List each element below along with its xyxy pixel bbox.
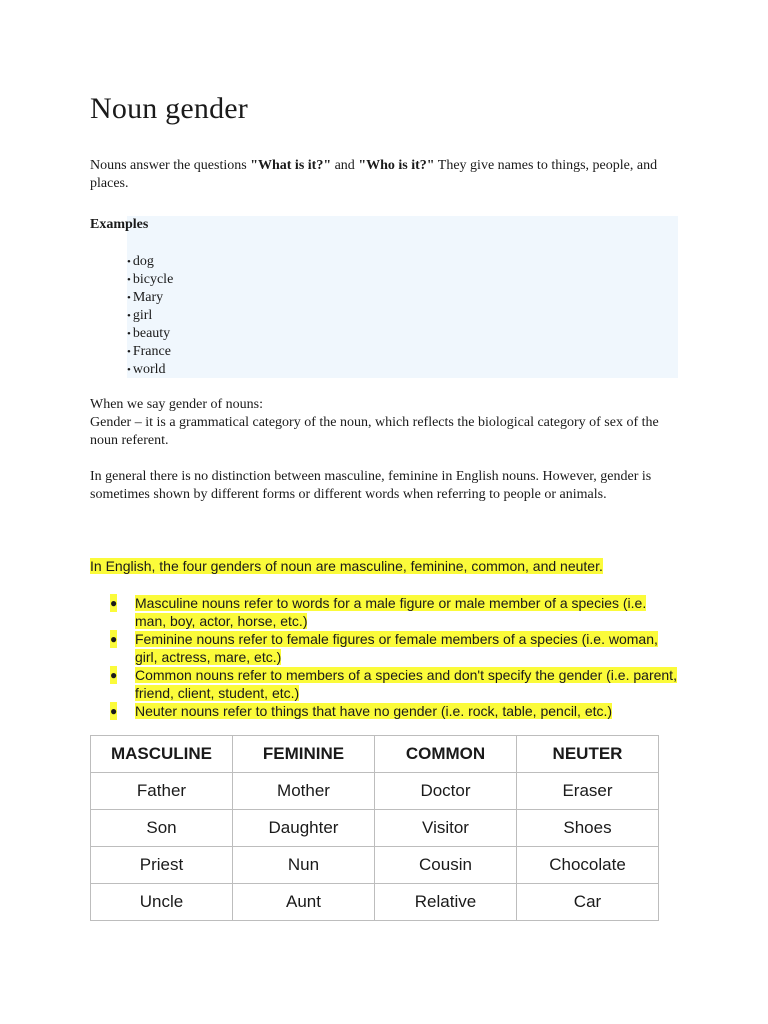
list-item: • bicycle: [127, 271, 173, 289]
gender-item-common: Common nouns refer to members of a species and don't specify the gender (i.e. parent, friend, client, student, etc.): [135, 667, 677, 701]
examples-list: [127, 253, 173, 379]
genders-list: [90, 594, 680, 720]
table-cell: Doctor: [375, 773, 517, 810]
intro-text-3: They give names to things, people, and places.: [90, 158, 658, 191]
list-item: [90, 666, 680, 702]
definition-line-2: Gender – it is a grammatical category of the noun, which reflects the biological category of sex of the noun referent.: [90, 415, 659, 448]
page-title: Noun gender: [90, 92, 248, 125]
genders-intro: [90, 557, 603, 575]
table-cell: Father: [91, 773, 233, 810]
table-cell: Daughter: [233, 810, 375, 847]
table-cell: Son: [91, 810, 233, 847]
intro-paragraph: [90, 157, 682, 193]
table-cell: Aunt: [233, 884, 375, 921]
header-masculine: MASCULINE: [91, 736, 233, 773]
table-cell: Nun: [233, 847, 375, 884]
list-item: • world: [127, 361, 173, 379]
question-what: "What is it?": [250, 158, 332, 173]
list-item: • beauty: [127, 325, 173, 343]
table-cell: Visitor: [375, 810, 517, 847]
table-row: [91, 810, 659, 847]
gender-table: [90, 735, 659, 921]
definition-paragraph: [90, 396, 680, 450]
list-item: • girl: [127, 307, 173, 325]
table-cell: Priest: [91, 847, 233, 884]
table-cell: Shoes: [517, 810, 659, 847]
table-cell: Relative: [375, 884, 517, 921]
list-item: • dog: [127, 253, 173, 271]
list-item: • Mary: [127, 289, 173, 307]
table-header-row: [91, 736, 659, 773]
definition-line-1: When we say gender of nouns:: [90, 397, 264, 412]
bullet-icon: ●: [110, 632, 118, 646]
table-row: [91, 847, 659, 884]
examples-label: Examples: [90, 217, 149, 232]
bullet-icon: ●: [110, 596, 118, 610]
general-paragraph: In general there is no distinction between masculine, feminine in English nouns. However, gender is sometimes shown by different forms or different words when referring to people or animals.: [90, 469, 652, 502]
bullet-icon: ●: [110, 704, 118, 718]
examples-box: [127, 216, 678, 378]
intro-text-2: and: [331, 158, 359, 173]
question-who: "Who is it?": [358, 158, 435, 173]
table-cell: Uncle: [91, 884, 233, 921]
header-feminine: FEMININE: [233, 736, 375, 773]
list-item: [90, 702, 680, 720]
list-item: [90, 630, 680, 666]
table-cell: Eraser: [517, 773, 659, 810]
table-row: [91, 773, 659, 810]
table-row: [91, 884, 659, 921]
header-neuter: NEUTER: [517, 736, 659, 773]
header-common: COMMON: [375, 736, 517, 773]
genders-intro-text: In English, the four genders of noun are masculine, feminine, common, and neuter.: [90, 558, 603, 574]
list-item: • France: [127, 343, 173, 361]
list-item: [90, 594, 680, 630]
bullet-icon: ●: [110, 668, 118, 682]
gender-item-masculine: Masculine nouns refer to words for a male figure or male member of a species (i.e. man, boy, actor, horse, etc.): [135, 595, 647, 629]
table-cell: Chocolate: [517, 847, 659, 884]
gender-item-neuter: Neuter nouns refer to things that have no gender (i.e. rock, table, pencil, etc.): [135, 703, 613, 719]
intro-text-1: Nouns answer the questions: [90, 158, 251, 173]
table-cell: Mother: [233, 773, 375, 810]
table-cell: Car: [517, 884, 659, 921]
table-cell: Cousin: [375, 847, 517, 884]
gender-item-feminine: Feminine nouns refer to female figures or female members of a species (i.e. woman, girl, actress, mare, etc.): [135, 631, 658, 665]
